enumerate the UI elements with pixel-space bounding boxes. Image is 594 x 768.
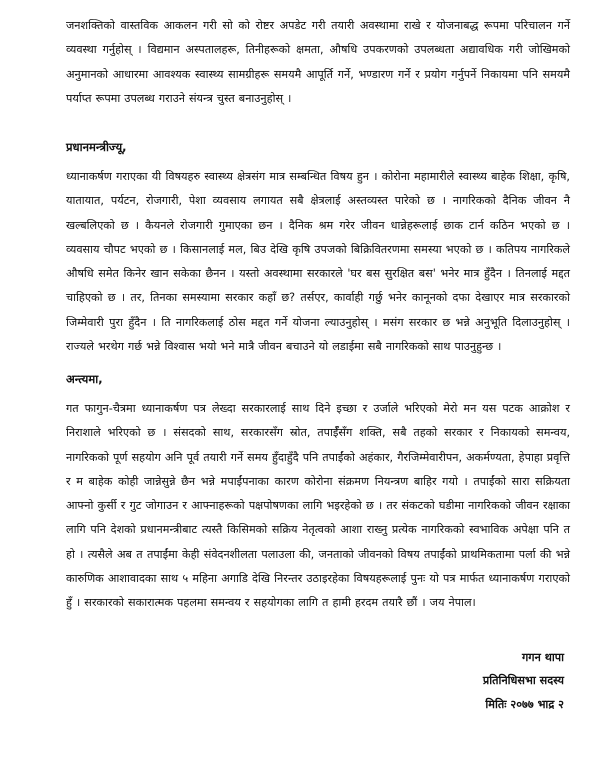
signature-name: गगन थापा <box>522 651 564 664</box>
pm-salutation-heading: प्रधानमन्त्रीज्यू, <box>66 140 127 154</box>
signature-title: प्रतिनिधिसभा सदस्य <box>482 674 564 687</box>
conclusion-heading: अन्त्यमा, <box>66 372 103 386</box>
conclusion-paragraph: गत फागुन-चैत्रमा ध्यानाकर्षण पत्र लेख्दा सरकारलाई साथ दिने इच्छा र उर्जाले भरिएको मेरो मन यस पटक आक्रोश र निराशाले भरिएको छ । संसदको साथ, सरकारसँग स्रोत, तपाईँसँग शक्ति, सबै तहको सरकार र निकायको समन्वय, नागरिकको पूर्ण सहयोग अनि पूर्व तयारी गर्ने समय हुँदाहुँदै पनि तपाईंको अहंकार, गैरजिम्मेवारीपन, अकर्मण्यता, हेपाहा प्रवृत्ति र म बाहेक कोही जान्नेसुन्ने छैन भन्ने मपाईंपनाका कारण कोरोना संक्रमण नियन्त्रण बाहिर गयो । तपाईंको सारा सक्रियता आफ्नो कुर्सी र गुट जोगाउन र आफ्नाहरूको पक्षपोषणका लागि भइरहेको छ । तर संकटको घडीमा नागरिकको जीवन रक्षाका लागि पनि देशको प्रधानमन्त्रीबाट त्यस्तै किसिमको सक्रिय नेतृत्वको आशा राख्नु प्रत्येक नागरिकको स्वभाविक अपेक्षा पनि त हो । त्यसैले अब त तपाईंमा केही संवेदनशीलता पलाउला की, जनताको जीवनको विषय तपाईंको प्राथमिकतामा पर्ला की भन्ने कारुणिक आशावादका साथ ५ महिना अगाडि देखि निरन्तर उठाइरहेका विषयहरूलाई पुनः यो पत्र मार्फत ध्यानाकर्षण गराएको हुँ । सरकारको सकारात्मक पहलमा समन्वय र सहयोगका लागि त हामी हरदम तयारै छौं । जय नेपाल। <box>66 402 570 610</box>
pm-paragraph: ध्यानाकर्षण गराएका यी विषयहरु स्वास्थ्य क्षेत्रसंग मात्र सम्बन्धित विषय हुन । कोरोना महामारीले स्वास्थ्य बाहेक शिक्षा, कृषि, यातायात, पर्यटन, रोजगारी, पेशा व्यवसाय लगायत सबै क्षेत्रलाई अस्तव्यस्त पारेको छ । नागरिकको दैनिक जीवन नै खल्बलिएको छ । कैयनले रोजगारी गुमाएका छन । दैनिक श्रम गरेर जीवन धान्नेहरूलाई छाक टार्न कठिन भएको छ । व्यवसाय चौपट भएको छ । किसानलाई मल, बिउ देखि कृषि उपजको बिक्रिवितरणमा समस्या भएको छ । कतिपय नागरिकले औषधि समेत किनेर खान सकेका छैनन । यस्तो अवस्थामा सरकारले 'घर बस सुरक्षित बस' भनेर मात्र हुँदैन । तिनलाई मद्दत चाहिएको छ । तर, तिनका समस्यामा सरकार कहाँ छ? तर्सएर, कार्वाही गर्छु भनेर कानूनको दफा देखाएर मात्र सरकारको जिम्मेवारी पुरा हुँदैन । ति नागरिकलाई ठोस मद्दत गर्ने योजना ल्याउनुहोस् । मसंग सरकार छ भन्ने अनुभूति दिलाउनुहोस् । राज्यले भरथेग गर्छ भन्ने विश्वास भयो भने मात्रै जीवन बचाउने यो लडाईमा सबै नागरिकको साथ पाउनुहुन्छ । <box>66 170 570 354</box>
intro-paragraph: जनशक्तिको वास्तविक आकलन गरी सो को रोष्टर अपडेट गरी तयारी अवस्थामा राखे र योजनाबद्ध रूपमा परिचालन गर्ने व्यवस्था गर्नुहोस् । विद्यमान अस्पतालहरू, तिनीहरूको क्षमता, औषधि उपकरणको उपलब्धता अद्यावधिक गरी जोखिमको अनुमानको आधारमा आवश्यक स्वास्थ्य सामग्रीहरू समयमै आपूर्ति गर्ने, भण्डारण गर्ने र प्रयोग गर्नुपर्ने निकायमा पनि समयमै पर्याप्त रूपमा उपलब्ध गराउने संयन्त्र चुस्त बनाउनुहोस् । <box>66 19 570 105</box>
signature-date: मितिः २०७७ भाद्र २ <box>485 698 564 711</box>
